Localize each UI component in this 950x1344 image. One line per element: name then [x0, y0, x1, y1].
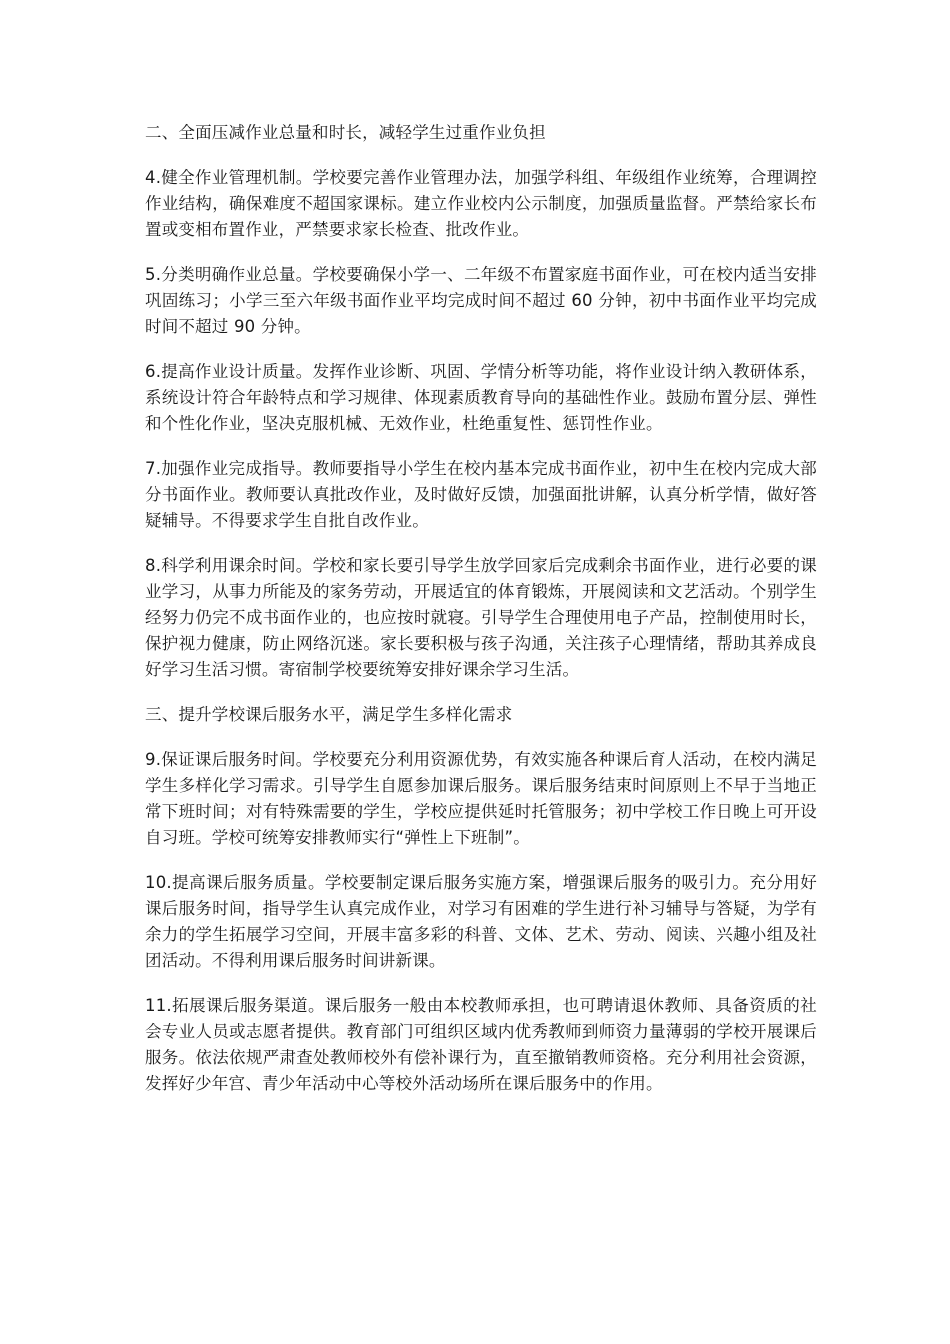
paragraph-6: 6.提高作业设计质量。发挥作业诊断、巩固、学情分析等功能，将作业设计纳入教研体系，系统设计符合年龄特点和学习规律、体现素质教育导向的基础性作业。鼓励布置分层、弹性和个性化作业，坚决克服机械、无效作业，杜绝重复性、惩罚性作业。 — [145, 362, 817, 433]
paragraph-5: 5.分类明确作业总量。学校要确保小学一、二年级不布置家庭书面作业，可在校内适当安排巩固练习；小学三至六年级书面作业平均完成时间不超过 60 分钟，初中书面作业平均完成时间不超过 90 分钟。 — [145, 265, 817, 336]
section-heading-3: 三、提升学校课后服务水平，满足学生多样化需求 — [145, 705, 513, 724]
paragraph-8: 8.科学利用课余时间。学校和家长要引导学生放学回家后完成剩余书面作业，进行必要的课业学习，从事力所能及的家务劳动，开展适宜的体育锻炼，开展阅读和文艺活动。个别学生经努力仍完不成书面作业的，也应按时就寝。引导学生合理使用电子产品，控制使用时长，保护视力健康，防止网络沉迷。家长要积极与孩子沟通，关注孩子心理情绪，帮助其养成良好学习生活习惯。寄宿制学校要统筹安排好课余学习生活。 — [145, 556, 817, 679]
paragraph-10: 10.提高课后服务质量。学校要制定课后服务实施方案，增强课后服务的吸引力。充分用好课后服务时间，指导学生认真完成作业，对学习有困难的学生进行补习辅导与答疑，为学有余力的学生拓展学习空间，开展丰富多彩的科普、文体、艺术、劳动、阅读、兴趣小组及社团活动。不得利用课后服务时间讲新课。 — [145, 873, 817, 970]
paragraph-7: 7.加强作业完成指导。教师要指导小学生在校内基本完成书面作业，初中生在校内完成大部分书面作业。教师要认真批改作业，及时做好反馈，加强面批讲解，认真分析学情，做好答疑辅导。不得要求学生自批自改作业。 — [145, 459, 817, 530]
section-heading-2: 二、全面压减作业总量和时长，减轻学生过重作业负担 — [145, 123, 546, 142]
paragraph-4: 4.健全作业管理机制。学校要完善作业管理办法，加强学科组、年级组作业统筹，合理调控作业结构，确保难度不超国家课标。建立作业校内公示制度，加强质量监督。严禁给家长布置或变相布置作业，严禁要求家长检查、批改作业。 — [145, 168, 817, 239]
paragraph-9: 9.保证课后服务时间。学校要充分利用资源优势，有效实施各种课后育人活动，在校内满足学生多样化学习需求。引导学生自愿参加课后服务。课后服务结束时间原则上不早于当地正常下班时间；对有特殊需要的学生，学校应提供延时托管服务；初中学校工作日晚上可开设自习班。学校可统筹安排教师实行“弹性上下班制”。 — [145, 750, 817, 847]
paragraph-11: 11.拓展课后服务渠道。课后服务一般由本校教师承担，也可聘请退休教师、具备资质的社会专业人员或志愿者提供。教育部门可组织区域内优秀教师到师资力量薄弱的学校开展课后服务。依法依规严肃查处教师校外有偿补课行为，直至撤销教师资格。充分利用社会资源，发挥好少年宫、青少年活动中心等校外活动场所在课后服务中的作用。 — [145, 996, 817, 1093]
document-body — [145, 120, 817, 1116]
